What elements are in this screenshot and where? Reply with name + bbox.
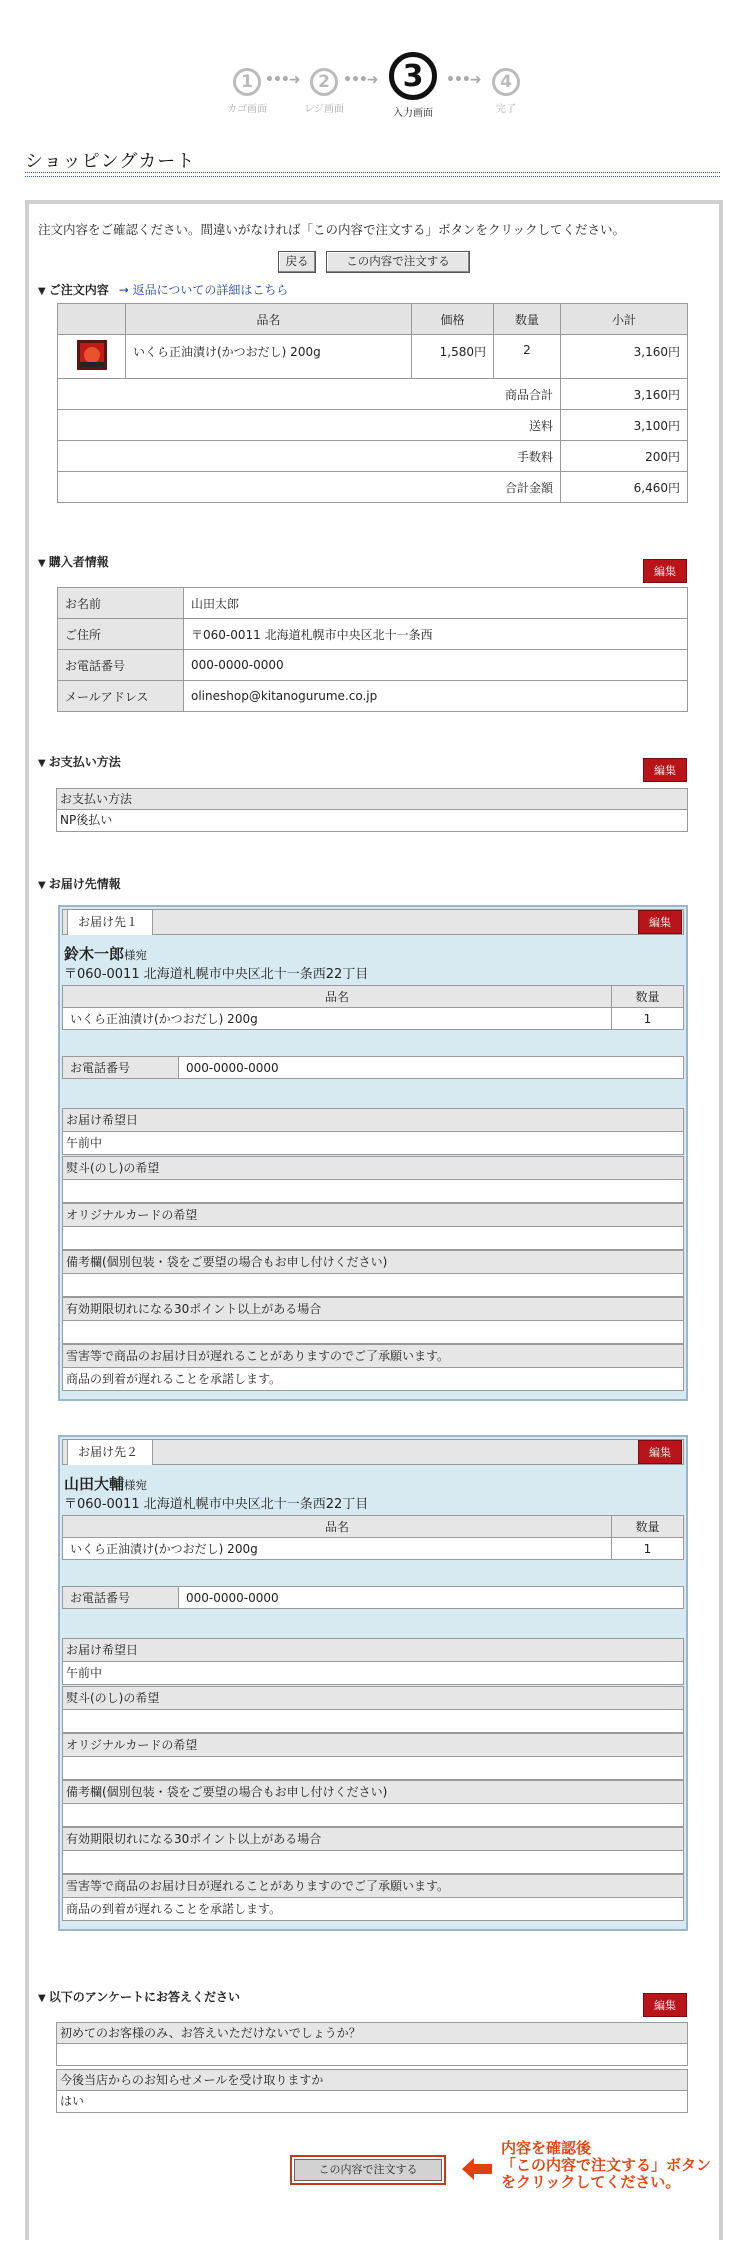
delivery-date-value: 午前中 <box>62 1132 684 1155</box>
survey-q2-answer: はい <box>56 2091 688 2113</box>
delivery-qty-header: 数量 <box>612 986 684 1008</box>
step-2-number: 2 <box>310 68 338 96</box>
summary-label: 手数料 <box>58 441 561 472</box>
summary-row <box>58 441 688 472</box>
delivery-qty-header: 数量 <box>612 1516 684 1538</box>
remarks-field <box>62 1250 684 1297</box>
card-label: オリジナルカードの希望 <box>62 1733 684 1757</box>
instruction-note <box>501 2140 711 2191</box>
product-subtotal: 3,160円 <box>561 335 688 379</box>
triangle-down-icon: ▼ <box>38 1993 46 2004</box>
step-3-number: 3 <box>389 52 437 100</box>
title-divider <box>25 172 720 177</box>
survey-q2 <box>56 2069 688 2113</box>
points-field <box>62 1827 684 1874</box>
step-arrow-icon: •••➜ <box>343 72 378 88</box>
purchaser-key: メールアドレス <box>58 681 184 712</box>
step-arrow-icon: •••➜ <box>446 72 481 88</box>
delivery-date-label: お届け希望日 <box>62 1108 684 1132</box>
step-3 <box>378 52 448 119</box>
card-value <box>62 1757 684 1780</box>
step-indicator <box>0 52 750 122</box>
delivery-product-table <box>62 1515 684 1560</box>
snow-delay-label: 雪害等で商品のお届け日が遅れることがありますのでご了承願います。 <box>62 1874 684 1898</box>
summary-row <box>58 379 688 410</box>
points-label: 有効期限切れになる30ポイント以上がある場合 <box>62 1297 684 1321</box>
arrow-left-icon <box>462 2158 492 2180</box>
purchaser-key: お名前 <box>58 588 184 619</box>
snow-delay-label: 雪害等で商品のお届け日が遅れることがありますのでご了承願います。 <box>62 1344 684 1368</box>
purchaser-value: 〒060-0011 北海道札幌市中央区北十一条西 <box>184 619 688 650</box>
recipient-address: 〒060-0011 北海道札幌市中央区北十一条西22丁目 <box>64 967 369 982</box>
purchaser-heading <box>38 553 109 570</box>
payment-heading <box>38 753 121 770</box>
snow-delay-field <box>62 1874 684 1921</box>
purchaser-value: 000-0000-0000 <box>184 650 688 681</box>
purchaser-key: お電話番号 <box>58 650 184 681</box>
step-4-number: 4 <box>492 68 520 96</box>
delivery-tab-1[interactable]: お届け先１ <box>67 909 153 935</box>
snow-delay-value: 商品の到着が遅れることを承諾します。 <box>62 1368 684 1391</box>
summary-value: 200円 <box>561 441 688 472</box>
recipient-honorific: 様宛 <box>124 1478 148 1492</box>
points-value <box>62 1321 684 1344</box>
recipient-honorific: 様宛 <box>124 948 148 962</box>
page-title: ショッピングカート <box>25 151 196 172</box>
survey-q1-answer <box>56 2044 688 2066</box>
summary-row <box>58 410 688 441</box>
delivery-date-field <box>62 1108 684 1155</box>
noshi-value <box>62 1710 684 1733</box>
edit-survey-button[interactable]: 編集 <box>643 1993 687 2017</box>
snow-delay-value: 商品の到着が遅れることを承諾します。 <box>62 1898 684 1921</box>
order-heading <box>38 281 288 298</box>
edit-delivery-2-button[interactable]: 編集 <box>638 1440 682 1464</box>
remarks-value <box>62 1274 684 1297</box>
purchaser-table <box>57 587 688 712</box>
edit-purchaser-button[interactable]: 編集 <box>643 559 687 583</box>
delivery-product-header: 品名 <box>63 1516 612 1538</box>
step-4 <box>471 52 541 115</box>
summary-label: 送料 <box>58 410 561 441</box>
delivery-product-name: いくら正油漬け(かつおだし) 200g <box>63 1008 612 1030</box>
delivery-phone-value: 000-0000-0000 <box>179 1057 684 1079</box>
table-row <box>58 335 688 379</box>
table-row <box>63 1008 684 1030</box>
delivery-phone-label: お電話番号 <box>63 1057 179 1079</box>
delivery-date-value: 午前中 <box>62 1662 684 1685</box>
delivery-product-header: 品名 <box>63 986 612 1008</box>
step-1-number: 1 <box>233 68 261 96</box>
delivery-tab-2[interactable]: お届け先２ <box>67 1439 153 1465</box>
recipient-address: 〒060-0011 北海道札幌市中央区北十一条西22丁目 <box>64 1497 369 1512</box>
triangle-down-icon: ▼ <box>38 286 46 297</box>
order-table <box>57 303 688 503</box>
step-2-label: レジ画面 <box>304 104 344 115</box>
order-button-top[interactable]: この内容で注文する <box>326 251 470 273</box>
order-button-bottom-label: この内容で注文する <box>294 2159 442 2181</box>
delivery-product-qty: 1 <box>612 1538 684 1560</box>
summary-label: 商品合計 <box>58 379 561 410</box>
delivery-block-1 <box>58 905 688 1401</box>
edit-payment-button[interactable]: 編集 <box>643 758 687 782</box>
delivery-tab-bar <box>62 909 684 935</box>
purchaser-key: ご住所 <box>58 619 184 650</box>
delivery-phone-label: お電話番号 <box>63 1587 179 1609</box>
table-row <box>58 619 688 650</box>
order-header-qty: 数量 <box>494 304 561 335</box>
order-header-name: 品名 <box>126 304 412 335</box>
recipient-name-text: 鈴木一郎 <box>64 945 125 963</box>
summary-value: 3,160円 <box>561 379 688 410</box>
triangle-down-icon: ▼ <box>38 758 46 769</box>
triangle-down-icon: ▼ <box>38 880 46 891</box>
instruction-line-2: 「この内容で注文する」ボタン <box>501 2156 712 2174</box>
survey-heading <box>38 1988 240 2005</box>
card-label: オリジナルカードの希望 <box>62 1203 684 1227</box>
noshi-label: 熨斗(のし)の希望 <box>62 1686 684 1710</box>
step-arrow-icon: •••➜ <box>265 72 300 88</box>
summary-value: 6,460円 <box>561 472 688 503</box>
order-header-subtotal: 小計 <box>561 304 688 335</box>
noshi-field <box>62 1156 684 1203</box>
points-field <box>62 1297 684 1344</box>
delivery-tab-bar <box>62 1439 684 1465</box>
payment-box <box>56 788 688 832</box>
delivery-heading-text: お届け先情報 <box>48 877 121 891</box>
product-image-icon <box>77 340 107 370</box>
table-row <box>58 681 688 712</box>
delivery-product-qty: 1 <box>612 1008 684 1030</box>
recipient-name-text: 山田大輔 <box>64 1475 125 1493</box>
survey-q2-label: 今後当店からのお知らせメールを受け取りますか <box>56 2069 688 2091</box>
survey-q1-label: 初めてのお客様のみ、お答えいただけないでしょうか？ <box>56 2022 688 2044</box>
noshi-label: 熨斗(のし)の希望 <box>62 1156 684 1180</box>
step-1-label: カゴ画面 <box>227 104 267 115</box>
remarks-label: 備考欄(個別包装・袋をご要望の場合もお申し付けください) <box>62 1250 684 1274</box>
instruction-line-3: をクリックしてください。 <box>501 2173 681 2191</box>
noshi-value <box>62 1180 684 1203</box>
intro-text: 注文内容をご確認ください。間違いがなければ「この内容で注文する」ボタンをクリックしてください。 <box>38 222 626 237</box>
edit-delivery-1-button[interactable]: 編集 <box>638 910 682 934</box>
card-field <box>62 1733 684 1780</box>
summary-row <box>58 472 688 503</box>
table-row <box>58 588 688 619</box>
back-button[interactable]: 戻る <box>278 251 316 273</box>
recipient-name <box>64 1473 147 1494</box>
remarks-field <box>62 1780 684 1827</box>
product-qty: 2 <box>494 335 561 379</box>
delivery-date-field <box>62 1638 684 1685</box>
product-price: 1,580円 <box>412 335 494 379</box>
remarks-label: 備考欄(個別包装・袋をご要望の場合もお申し付けください) <box>62 1780 684 1804</box>
delivery-heading <box>38 875 121 892</box>
payment-label: お支払い方法 <box>56 788 688 810</box>
delivery-product-name: いくら正油漬け(かつおだし) 200g <box>63 1538 612 1560</box>
payment-value: NP後払い <box>56 810 688 832</box>
delivery-date-label: お届け希望日 <box>62 1638 684 1662</box>
delivery-block-2 <box>58 1435 688 1931</box>
snow-delay-field <box>62 1344 684 1391</box>
order-header-price: 価格 <box>412 304 494 335</box>
table-row <box>63 1538 684 1560</box>
purchaser-value: 山田太郎 <box>184 588 688 619</box>
summary-label: 合計金額 <box>58 472 561 503</box>
step-4-label: 完了 <box>496 104 516 115</box>
points-label: 有効期限切れになる30ポイント以上がある場合 <box>62 1827 684 1851</box>
step-3-label: 入力画面 <box>393 108 433 119</box>
card-field <box>62 1203 684 1250</box>
purchaser-heading-text: 購入者情報 <box>48 555 109 569</box>
survey-heading-text: 以下のアンケートにお答えください <box>48 1990 240 2004</box>
delivery-product-table <box>62 985 684 1030</box>
payment-heading-text: お支払い方法 <box>48 755 121 769</box>
delivery-phone-table <box>62 1586 684 1609</box>
purchaser-value: olineshop@kitanogurume.co.jp <box>184 681 688 712</box>
noshi-field <box>62 1686 684 1733</box>
order-heading-text: ご注文内容 <box>48 283 109 297</box>
remarks-value <box>62 1804 684 1827</box>
survey-q1 <box>56 2022 688 2066</box>
order-button-bottom[interactable] <box>290 2155 446 2185</box>
instruction-line-1: 内容を確認後 <box>501 2139 592 2157</box>
product-thumbnail[interactable] <box>58 335 126 379</box>
points-value <box>62 1851 684 1874</box>
recipient-name <box>64 943 147 964</box>
return-policy-link[interactable]: → 返品についての詳細はこちら <box>118 283 289 297</box>
product-name[interactable]: いくら正油漬け(かつおだし) 200g <box>126 335 412 379</box>
card-value <box>62 1227 684 1250</box>
delivery-phone-table <box>62 1056 684 1079</box>
summary-value: 3,100円 <box>561 410 688 441</box>
order-header-image <box>58 304 126 335</box>
table-row <box>58 650 688 681</box>
triangle-down-icon: ▼ <box>38 558 46 569</box>
delivery-phone-value: 000-0000-0000 <box>179 1587 684 1609</box>
